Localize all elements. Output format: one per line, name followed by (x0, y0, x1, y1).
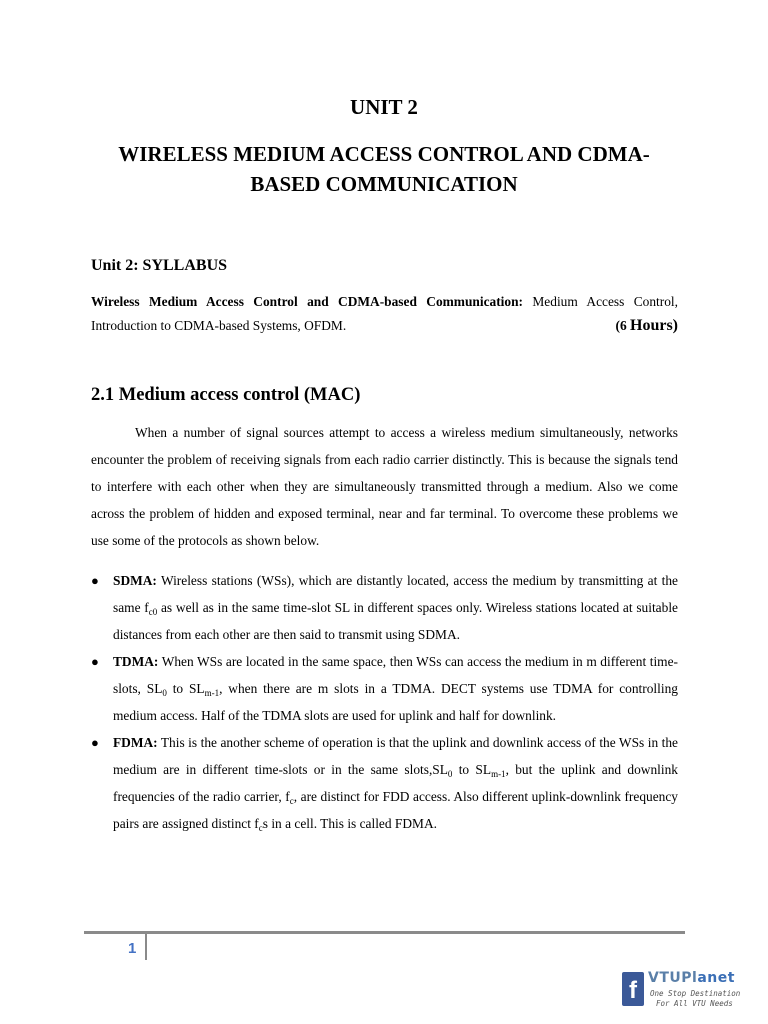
protocol-list (91, 567, 678, 837)
section-heading: 2.1 Medium access control (MAC) (91, 385, 361, 405)
list-item-tdma (91, 648, 678, 729)
fdma-text-3: , but the uplink and downlink frequencies of the radio carrier, f (113, 762, 678, 804)
syllabus-topics: Medium Access Control, Introduction to CDMA-based Systems, OFDM. (91, 294, 679, 333)
tdma-text-1: When WSs are located in the same space, then WSs can access the medium in m different time-slots, SL (113, 654, 678, 696)
bullet-icon: ● (91, 573, 99, 588)
footer-divider (84, 931, 685, 934)
tdma-text-3: , when there are m slots in a TDMA. DECT systems use TDMA for controlling medium access. Half of the TDMA slots are used for uplink and half for downlink. (113, 681, 678, 723)
logo-brand-b: anet (697, 970, 735, 986)
tdma-sub-1: 0 (162, 688, 167, 698)
page-number: 1 (128, 940, 137, 957)
fdma-sub-3: c (289, 796, 294, 806)
page-number-divider (145, 934, 147, 960)
fdma-text-5: s in a cell. This is called FDMA. (262, 816, 437, 831)
syllabus-heading: Unit 2: SYLLABUS (91, 257, 228, 274)
logo-tagline-1: One Stop Destination (650, 989, 741, 998)
sdma-label: SDMA: (113, 573, 157, 588)
hours-count: (6 (615, 318, 630, 333)
logo-brand-a: VTUPl (648, 970, 698, 986)
tdma-sub-2: m-1 (204, 688, 220, 698)
chapter-title (60, 139, 708, 199)
syllabus-text (91, 290, 678, 338)
list-item-sdma (91, 567, 678, 648)
fdma-sub-1: 0 (447, 769, 453, 779)
intro-paragraph: When a number of signal sources attempt to access a wireless medium simultaneously, networks encounter the problem of receiving signals from each radio carrier distinctly. This is because the signals tend to interfere with each other when they are simultaneously transmitted through a medium. Also we come across the problem of hidden and exposed terminal, near and far terminal. To overcome these problems we use some of the protocols as shown below. (91, 425, 678, 548)
bullet-icon: ● (91, 735, 99, 750)
fdma-text-4: , are distinct for FDD access. Also different uplink-downlink frequency pairs are assigned distinct f (113, 789, 678, 831)
unit-title: UNIT 2 (350, 95, 418, 119)
chapter-title-line2: BASED COMMUNICATION (250, 172, 518, 196)
list-item-fdma (91, 729, 678, 837)
syllabus-lead: Wireless Medium Access Control and CDMA-based Communication: (91, 294, 524, 309)
logo-tagline-2: For All VTU Needs (656, 999, 733, 1008)
tdma-text-2: to SL (166, 681, 205, 696)
fdma-sub-2: m-1 (491, 769, 506, 779)
fdma-text-2: to SL (452, 762, 492, 777)
chapter-title-line1: WIRELESS MEDIUM ACCESS CONTROL AND CDMA- (118, 142, 650, 166)
sdma-sub-1: c0 (148, 607, 158, 617)
bullet-icon: ● (91, 654, 99, 669)
fdma-label: FDMA: (113, 735, 158, 750)
logo-brand (648, 970, 735, 986)
sdma-text-1: Wireless stations (WSs), which are distantly located, access the medium by transmitting at the same f (113, 573, 678, 615)
vtuplanet-logo (620, 968, 768, 1024)
fdma-text-1: This is the another scheme of operation is that the uplink and downlink access of the WSs in the medium are in different time-slots or in the same slots,SL (113, 735, 678, 777)
syllabus-hours (615, 314, 678, 338)
sdma-text-2: as well as in the same time-slot SL in different spaces only. Wireless stations located at suitable distances from each other are then said to transmit using SDMA. (113, 600, 678, 642)
tdma-label: TDMA: (113, 654, 159, 669)
facebook-icon: f (622, 972, 644, 1006)
hours-word: Hours) (630, 317, 678, 334)
fdma-sub-4: c (258, 823, 263, 833)
